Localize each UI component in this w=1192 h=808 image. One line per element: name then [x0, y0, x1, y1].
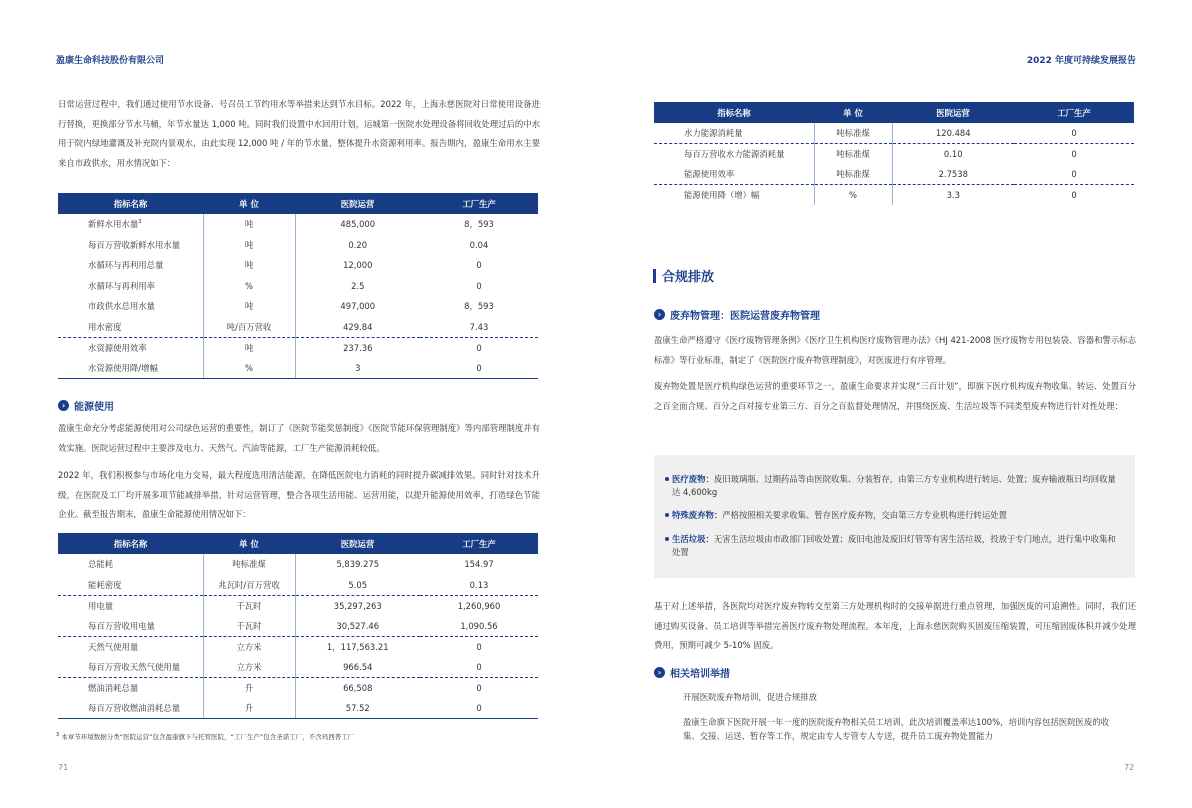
row-hospital-value: 3.3	[946, 190, 960, 200]
row-factory-value: 0	[476, 342, 482, 353]
row-label: 市政供水总用水量	[88, 301, 155, 312]
row-unit: 吨标准煤	[814, 164, 892, 185]
row-hospital-value: 497,000	[340, 301, 376, 312]
row-hospital-value: 0.10	[943, 149, 963, 159]
waste-paragraph-2: 废弃物处置是医疗机构绿色运营的重要环节之一。盈康生命要求并实现“三百计划”，即旗下医疗机构废弃物收集、转运、处置百分之百全面合规、百分之百对接专业第三方、百分之百监督处理情况，并围绕医废、生活垃圾等不同类型废弃物进行针对性处理：	[654, 381, 1136, 411]
table-row	[58, 276, 538, 297]
training-heading	[654, 665, 730, 680]
energy-use-heading	[58, 398, 114, 413]
table-header-cell: 指标名称	[58, 533, 203, 554]
row-factory-value: 8，593	[464, 301, 494, 312]
table-row	[58, 235, 538, 256]
row-factory-value: 0	[420, 698, 538, 719]
row-factory-value: 0.04	[469, 239, 489, 250]
row-hospital-value: 35,297,263	[333, 600, 382, 611]
bullet-text: 废旧玻璃瓶、过期药品等由医院收集、分装暂存，由第三方专业机构进行转运、处置；废弃输液瓶日均回收量达 4,600kg	[672, 474, 1116, 497]
table-header-cell: 医院运营	[295, 193, 420, 214]
row-label: 燃油消耗总量	[88, 682, 139, 693]
footnote-marker: 3	[138, 219, 142, 226]
row-unit: %	[203, 358, 295, 379]
footnote	[56, 732, 546, 741]
bullet-key: 生活垃圾：	[672, 534, 714, 544]
footnote-marker: 3	[56, 732, 60, 738]
section-bar-icon	[653, 269, 656, 283]
row-label: 每百万营收水力能源消耗量	[684, 149, 785, 159]
row-label: 每百万营收燃油消耗总量	[58, 698, 203, 719]
table-header-cell: 工厂生产	[420, 193, 538, 214]
row-label: 能源使用效率	[654, 164, 814, 185]
waste-paragraph-3: 基于对上述举措，各医院均对医疗废弃物转交至第三方处理机构时的交接单据进行重点管理，加强医废的可追溯性。同时，我们还通过购买设备、员工培训等举措完善医疗废弃物处理流程。本年度，上海永慈医院购买固废压缩装置，可压缩固废体积并减少处理费用，预期可减少 5-10% 固废。	[654, 601, 1136, 650]
list-item	[672, 473, 1122, 499]
table-row	[58, 317, 538, 338]
row-factory-value: 0	[1014, 123, 1134, 144]
row-factory-value: 0	[476, 641, 482, 652]
row-hospital-value: 57.52	[295, 698, 420, 719]
table-header-cell: 单 位	[203, 533, 295, 554]
waste-types-box	[654, 455, 1135, 578]
row-unit: 升	[203, 698, 295, 719]
row-label: 水力能源消耗量	[654, 123, 814, 144]
row-hospital-value: 3	[295, 358, 420, 379]
row-hospital-value: 12,000	[343, 260, 373, 271]
report-title-header: 2022 年度可持续发展报告	[1026, 56, 1136, 66]
table-header-cell: 单 位	[203, 193, 295, 214]
row-factory-value: 0	[1014, 164, 1134, 185]
bullet-text: 严格按照相关要求收集、暂存医疗废弃物，交由第三方专业机构进行转运处置	[722, 510, 1007, 520]
row-hospital-value: 5,839.275	[336, 559, 380, 570]
table-row	[58, 255, 538, 276]
table-row	[654, 185, 1134, 206]
row-label: 用电量	[88, 600, 114, 611]
chevron-right-icon: ›	[654, 309, 665, 320]
row-factory-value: 0.13	[420, 575, 538, 596]
row-factory-value: 1,090.56	[420, 616, 538, 637]
list-item	[672, 509, 1122, 522]
waste-management-heading	[654, 307, 820, 322]
row-factory-value: 8，593	[464, 219, 494, 230]
row-label: 水循环与再利用总量	[88, 260, 164, 271]
bullet-key: 医疗废物：	[672, 474, 714, 484]
chevron-right-icon: ›	[58, 400, 69, 411]
bullet-text: 无害生活垃圾由市政部门回收处置；废旧电池及废旧灯管等有害生活垃圾，投放于专门地点，进行集中收集和处置	[672, 534, 1116, 557]
row-label: 能源使用降（增）幅	[684, 190, 760, 200]
row-hospital-value: 966.54	[295, 657, 420, 678]
row-unit: 吨	[203, 235, 295, 256]
row-factory-value: 0	[476, 260, 482, 271]
row-hospital-value: 237.36	[343, 342, 373, 353]
row-unit: 吨标准煤	[814, 144, 892, 165]
water-intro-paragraph: 日常运营过程中，我们通过使用节水设备、号召员工节约用水等举措来达到节水目标。2022 年，上海永慈医院对日常使用设备进行替换，更换部分节水马桶，年节水量达 1,000 吨。同时我们设置中水回用计划，运城第一医院水处理设备将回收处理过后的中水用于院内绿地灌溉及补充院内景观水，由此实现 12,000 吨 / 年的节水量，整体提升水资源利用率。报告期内，盈康生命用水主要来自市政供水，用水情况如下：	[58, 99, 540, 168]
row-hospital-value: 0.20	[348, 239, 368, 250]
table-row	[58, 358, 538, 379]
table-row	[58, 636, 538, 657]
row-label: 用水密度	[58, 317, 203, 338]
table-row	[58, 677, 538, 698]
bullet-icon	[665, 513, 669, 517]
row-label: 每百万营收用电量	[58, 616, 203, 637]
row-label: 水资源使用效率	[88, 342, 147, 353]
table-row	[58, 698, 538, 719]
table-header-cell: 医院运营	[295, 533, 420, 554]
row-unit: 吨	[203, 337, 295, 358]
footnote-text: 本章节环境数据分类“医院运营”包含盈康旗下与托管医院，“工厂生产”包含圣诺工厂，不含玛西普工厂	[61, 733, 355, 742]
row-label: 能耗密度	[58, 575, 203, 596]
row-factory-value: 154.97	[464, 559, 494, 570]
row-label: 每百万营收天然气使用量	[58, 657, 203, 678]
table-row	[58, 554, 538, 575]
table-header-row	[654, 102, 1134, 123]
row-hospital-value: 485,000	[340, 219, 376, 230]
row-hospital-value: 66,508	[343, 682, 373, 693]
row-unit: 千瓦时	[203, 595, 295, 616]
energy-paragraph-2: 2022 年，我们积极参与市场化电力交易，最大程度选用清洁能源，在降低医院电力消耗的同时提升碳减排效果。同时针对技术升级，在医院及工厂均开展多项节能减排举措，针对运营管理，整合各项生活用能、运营用能，以提升能源使用效率，打造绿色节能企业。截至报告期末，盈康生命能源使用情况如下：	[58, 470, 540, 519]
section-title-text: 合规排放	[662, 270, 715, 285]
row-unit: %	[203, 276, 295, 297]
row-label: 总能耗	[88, 559, 114, 570]
water-usage-table	[58, 193, 538, 379]
row-factory-value: 0	[1071, 149, 1077, 159]
row-factory-value: 0	[476, 280, 482, 291]
row-factory-value: 0	[1071, 190, 1077, 200]
table-row	[58, 214, 538, 235]
table-row	[58, 616, 538, 637]
row-factory-value: 7.43	[420, 317, 538, 338]
table-header-row	[58, 193, 538, 214]
table-row	[58, 337, 538, 358]
table-row	[654, 144, 1134, 165]
row-hospital-value: 30,527.46	[295, 616, 420, 637]
energy-usage-table-continued	[654, 102, 1134, 205]
row-factory-value: 0	[420, 657, 538, 678]
list-item	[672, 533, 1122, 559]
row-unit: 吨标准煤	[814, 123, 892, 144]
table-row	[58, 575, 538, 596]
training-heading-text: 相关培训举措	[670, 669, 730, 680]
row-hospital-value: 120.484	[892, 123, 1014, 144]
chevron-right-icon: ›	[654, 667, 665, 678]
energy-paragraph-1: 盈康生命充分考虑能源使用对公司绿色运营的重要性，制订了《医院节能奖惩制度》《医院节能环保管理制度》等内部管理制度并有效实施。医院运营过程中主要涉及电力、天然气、汽油等能源，工厂生产能源消耗较低。	[58, 423, 540, 453]
row-label: 水循环与再利用率	[88, 280, 155, 291]
table-header-cell: 单 位	[814, 102, 892, 123]
training-paragraph-1: 开展医院废弃物培训，促进合规排放	[683, 692, 817, 702]
row-unit: 兆瓦时/百万营收	[203, 575, 295, 596]
row-unit: 吨	[203, 296, 295, 317]
row-unit: 吨/百万营收	[203, 317, 295, 338]
row-label: 每百万营收新鲜水用水量	[88, 239, 181, 250]
table-header-cell: 指标名称	[58, 193, 203, 214]
row-hospital-value: 429.84	[295, 317, 420, 338]
table-header-row	[58, 533, 538, 554]
table-row	[654, 164, 1134, 185]
row-unit: 升	[203, 677, 295, 698]
table-header-cell: 工厂生产	[420, 533, 538, 554]
row-unit: 千瓦时	[203, 616, 295, 637]
row-unit: 吨标准煤	[203, 554, 295, 575]
section-title	[653, 266, 714, 285]
row-hospital-value: 5.05	[295, 575, 420, 596]
row-unit: 吨	[203, 255, 295, 276]
bullet-icon	[665, 477, 669, 481]
row-unit: 吨	[203, 214, 295, 235]
table-row	[654, 123, 1134, 144]
table-row	[58, 296, 538, 317]
waste-management-heading-text: 废弃物管理：医院运营废弃物管理	[670, 311, 820, 322]
energy-use-heading-text: 能源使用	[74, 402, 114, 413]
page-number-left: 71	[58, 763, 69, 772]
waste-paragraph-1: 盈康生命严格遵守《医疗废物管理条例》《医疗卫生机构医疗废物管理办法》《HJ 421-2008 医疗废物专用包装袋、容器和警示标志标准》等行业标准，制定了《医院医疗废弃物管理制度》，对医废进行有序管理。	[654, 335, 1136, 365]
row-label: 水资源使用降/增幅	[58, 358, 203, 379]
row-unit: 立方米	[203, 636, 295, 657]
bullet-icon	[665, 537, 669, 541]
table-header-cell: 工厂生产	[1014, 102, 1134, 123]
energy-usage-table	[58, 533, 538, 719]
bullet-key: 特殊废弃物：	[672, 510, 723, 520]
table-header-cell: 医院运营	[892, 102, 1014, 123]
row-hospital-value: 1，117,563.21	[326, 641, 389, 652]
table-row	[58, 657, 538, 678]
row-factory-value: 1,260,960	[457, 600, 501, 611]
page-number-right: 72	[1124, 763, 1135, 772]
training-paragraph-2: 盈康生命旗下医院开展一年一度的医院废弃物相关员工培训，此次培训覆盖率达100%，培训内容包括医院医废的收集、交接、运送、暂存等工作，规定由专人专管专人专送，提升员工废弃物处置能力	[683, 717, 1109, 741]
row-hospital-value: 2.7538	[892, 164, 1014, 185]
row-unit: 立方米	[203, 657, 295, 678]
table-row	[58, 595, 538, 616]
row-hospital-value: 2.5	[351, 280, 365, 291]
row-factory-value: 0	[420, 358, 538, 379]
company-name-header: 盈康生命科技股份有限公司	[56, 56, 165, 66]
row-unit: %	[814, 185, 892, 206]
row-factory-value: 0	[476, 682, 482, 693]
row-label: 天然气使用量	[88, 641, 139, 652]
row-label: 新鲜水用水量	[88, 219, 139, 230]
table-header-cell: 指标名称	[654, 102, 814, 123]
